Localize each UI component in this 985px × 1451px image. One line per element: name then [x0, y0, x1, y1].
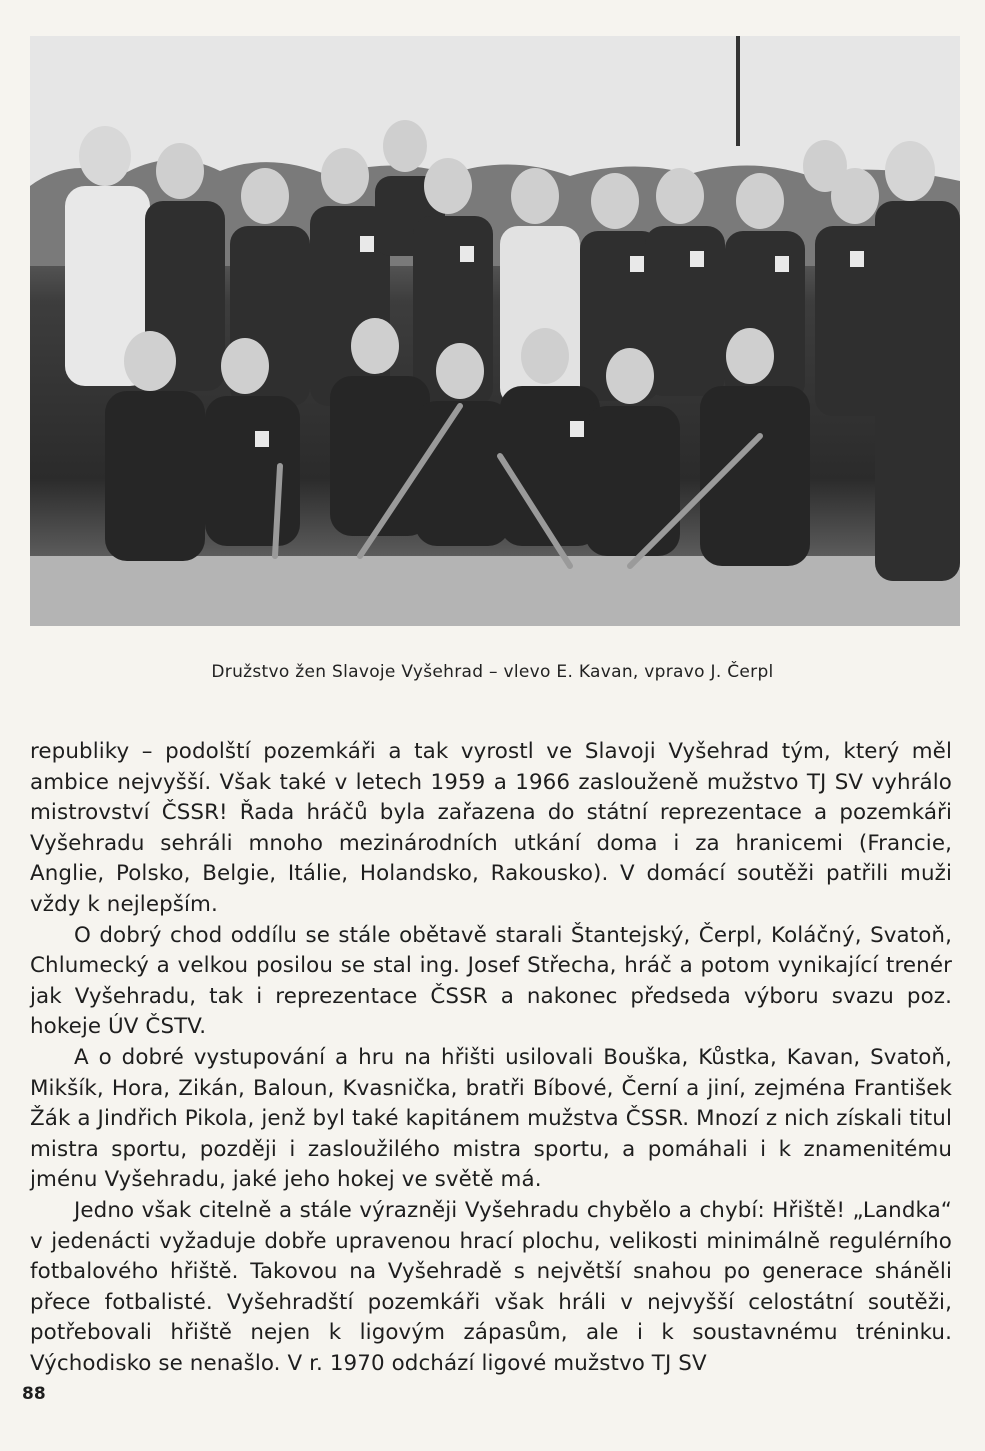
page-number: 88 [22, 1384, 46, 1404]
team-photo-illustration [30, 36, 960, 626]
paragraph-1: republiky – podolští pozemkáři a tak vyrostl ve Slavoji Vyšehrad tým, který měl ambice nejvyšší. Však také v letech 1959 a 1966 zaslouženě mužstvo TJ SV vyhrálo mistrovství ČSSR! Řada hráčů byla zařazena do státní reprezentace a pozemkáři Vyšehradu sehráli mnoho mezinárodních utkání doma i za hranicemi (Francie, Anglie, Polsko, Belgie, Itálie, Holandsko, Rakousko). V domácí soutěži patřili muži vždy k nejlepším. [30, 739, 952, 917]
photo-caption: Družstvo žen Slavoje Vyšehrad – vlevo E. Kavan, vpravo J. Čerpl [211, 662, 774, 682]
paragraph-3: A o dobré vystupování a hru na hřišti usilovali Bouška, Kůstka, Kavan, Svatoň, Mikšík, Hora, Zikán, Baloun, Kvasnička, bratři Bíbové, Černí a jiní, zejména František Žák a Jindřich Pikola, jenž byl také kapitánem mužstva ČSSR. Mnozí z nich získali titul mistra sportu, později i zasloužilého mistra sportu, a pomáhali i k znamenitému jménu Vyšehradu, jaké jeho hokej ve světě má. [30, 1044, 952, 1193]
paragraph-4: Jedno však citelně a stále výrazněji Vyšehradu chybělo a chybí: Hřiště! „Landka“ v jedenácti vyžaduje dobře upravenou hrací plochu, velikosti minimálně regulérního fotbalového hřiště. Takovou na Vyšehradě s největší snahou po generace sháněli přece fotbalisté. Vyšehradští pozemkáři však hráli v nejvyšší celostátní soutěži, potřebovali hřiště nejen k ligovým zápasům, ale i k soustavnému tréninku. Východisko se nenašlo. V r. 1970 odchází ligové mužstvo TJ SV [30, 1197, 952, 1376]
body-text [30, 737, 952, 1379]
paragraph-2: O dobrý chod oddílu se stále obětavě starali Štantejský, Čerpl, Koláčný, Svatoň, Chlumecký a velkou posilou se stal ing. Josef Střecha, hráč a potom vynikající trenér jak Vyšehradu, tak i reprezentace ČSSR a nakonec předseda výboru svazu poz. hokeje ÚV ČSTV. [30, 922, 952, 1040]
team-photo [30, 36, 960, 626]
